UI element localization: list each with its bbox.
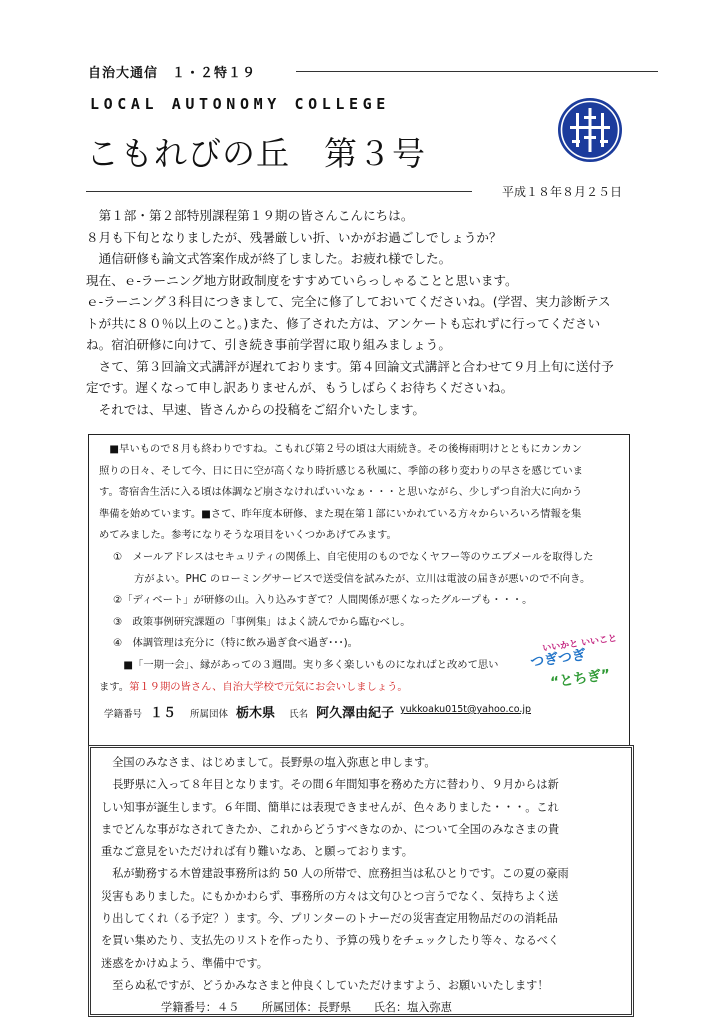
- header-rule-bottom: [86, 191, 472, 192]
- intro-line: トが共に８０％以上のこと。)また、修了された方は、アンケートも忘れずに行ってください: [86, 315, 601, 331]
- student-number-label: 学籍番号: [104, 709, 143, 720]
- college-emblem-icon: [556, 96, 624, 164]
- intro-line: 通信研修も論文式答案作成が終了しました。お疲れ様でした。: [86, 251, 452, 266]
- series-label: 自治大通信 １・２特１９: [88, 66, 257, 81]
- intro-line: それでは、早速、皆さんからの投稿をご紹介いたします。: [86, 401, 426, 417]
- tip-item-1: ① メールアドレスはセキュリティの関係上、自宅使用のものでなくヤフー等のウエブメールを取得した: [113, 550, 594, 563]
- college-name: LOCAL AUTONOMY COLLEGE: [90, 95, 390, 113]
- stamp-line-2: つぎつぎ: [529, 647, 587, 671]
- intro-line: さて、第３回論文式講評が遅れております。第４回論文式講評と合わせて９月上旬に送付予: [86, 358, 614, 374]
- intro-line: 現在、ｅ-ラーニング地方財政制度をすすめていらっしゃることと思います。: [86, 272, 518, 288]
- tip-item-3: ③ 政策事例研究課題の「事例集」はよく読んでから臨むべし。: [113, 615, 411, 628]
- issue-date: 平成１８年８月２５日: [502, 185, 623, 199]
- stamp-line-1: いいかと いいこと: [541, 633, 618, 655]
- box2-line: 災害もありました。にもかかわらず、事務所の方々は文句ひとつ言うでなく、気持ちよく送: [101, 889, 559, 903]
- box2-line: までどんな事がなされてきたか、これからどうすべきなのか、について全国のみなさまの貴: [101, 822, 560, 836]
- intro-line: 定です。遅くなって申し訳ありませんが、もうしばらくお待ちくださいね。: [86, 380, 514, 395]
- box2-line: り出してくれ（る予定？）ます。今、プリンターのトナーだの災害査定用物品だのの消耗品: [101, 912, 558, 926]
- closing-line: ■「一期一会」、縁があっての３週間。実り多く楽しいものになればと改めて思い: [113, 658, 499, 671]
- closing-highlight: 第１９期の皆さん、自治大学校で元気にお会いしましょう。: [129, 680, 408, 693]
- box2-line: しい知事が誕生します。６年間、簡単には表現できませんが、色々ありました・・・。これ: [101, 800, 559, 814]
- intro-line: ｅ-ラーニング３科目につきまして、完全に修了しておいてくださいね。(学習、実力診断テス: [86, 294, 611, 309]
- tip-item-4: ④ 体調管理は充分に（特に飲み過ぎ食べ過ぎ･･･)。: [113, 637, 358, 650]
- group-name: 栃木県: [236, 706, 276, 721]
- stamp-line-3: “とちぎ”: [549, 666, 612, 692]
- author-name: 阿久澤由紀子: [316, 706, 395, 721]
- box1-line: めてみました。参考になりそうな項目をいくつかあげてみます。: [99, 529, 397, 542]
- intro-line: ８月も下旬となりましたが、残暑厳しい折、いかがお過ごしでしょうか？: [86, 229, 502, 245]
- student-number: １５: [150, 706, 177, 721]
- name-label: 氏名: [289, 709, 309, 720]
- tochigi-slogan-stamp: [526, 633, 618, 692]
- box2-line: 迷惑をかけぬよう、準備中です。: [101, 956, 268, 970]
- box1-line: ■早いもので８月も終わりですね。こもれび第２号の頃は大雨続き。その後梅雨明けとともにカンカン: [99, 443, 582, 455]
- group-label: 所属団体: [190, 709, 229, 720]
- contribution-box-tochigi: [88, 434, 630, 746]
- box2-line: 全国のみなさま、はじめまして。長野県の塩入弥恵と申します。: [101, 756, 436, 769]
- intro-text: [86, 205, 656, 420]
- contribution-box-nagano: [88, 745, 634, 1017]
- intro-line: ね。宿泊研修に向けて、引き続き事前学習に取り組みましょう。: [86, 337, 451, 352]
- intro-line: 第１部・第２部特別課程第１９期の皆さんこんにちは。: [86, 208, 414, 223]
- box2-line: 長野県に入って８年目となります。その間６年間知事を務めた方に替わり、９月からは新: [101, 778, 559, 792]
- tip-item-2: ②「ディベート」が研修の山。入り込みすぎて？人間関係が悪くなったグループも・・・。: [113, 594, 533, 607]
- author-signature-2: 学籍番号：４５ 所属団体：長野県 氏名：塩入弥恵: [161, 1001, 452, 1015]
- box2-line: を買い集めたり、支払先のリストを作ったり、予算の残りをチェックしたり等々、なるべく: [101, 934, 560, 948]
- author-signature-1: [104, 702, 532, 721]
- page-title: こもれびの丘 第３号: [86, 134, 426, 173]
- tip-item-1-continued: 方がよい。PHC のローミングサービスで送受信を試みたが、立川は電波の届きが悪いので不向き。: [134, 572, 591, 585]
- box2-line: 至らぬ私ですが、どうかみなさまと仲良くしていただけますよう、お願いいたします！: [101, 978, 549, 992]
- box2-line: 私が勤務する木曽建設事務所は約 50 人の所帯で、庶務担当は私ひとりです。この夏の豪雨: [101, 867, 569, 881]
- box1-line: 照りの日々、そして今、日に日に空が高くなり時折感じる秋風に、季節の移り変わりの早さを感じていま: [99, 464, 583, 477]
- closing-text: ます。: [99, 680, 130, 693]
- author-email-link[interactable]: yukkoaku015t@yahoo.co.jp: [400, 704, 532, 715]
- box2-line: 重なご意見をいただければ有り難いなあ、と願っております。: [101, 845, 413, 859]
- header-rule-top: [296, 71, 658, 72]
- box1-line: 準備を始めています。■さて、昨年度本研修、また現在第１部にいかれている方々からいろいろ情報を集: [99, 507, 582, 520]
- box1-line: す。寄宿舎生活に入る頃は体調など崩さなければいいなぁ・・・と思いながら、少しずつ自治大に向かう: [99, 486, 583, 499]
